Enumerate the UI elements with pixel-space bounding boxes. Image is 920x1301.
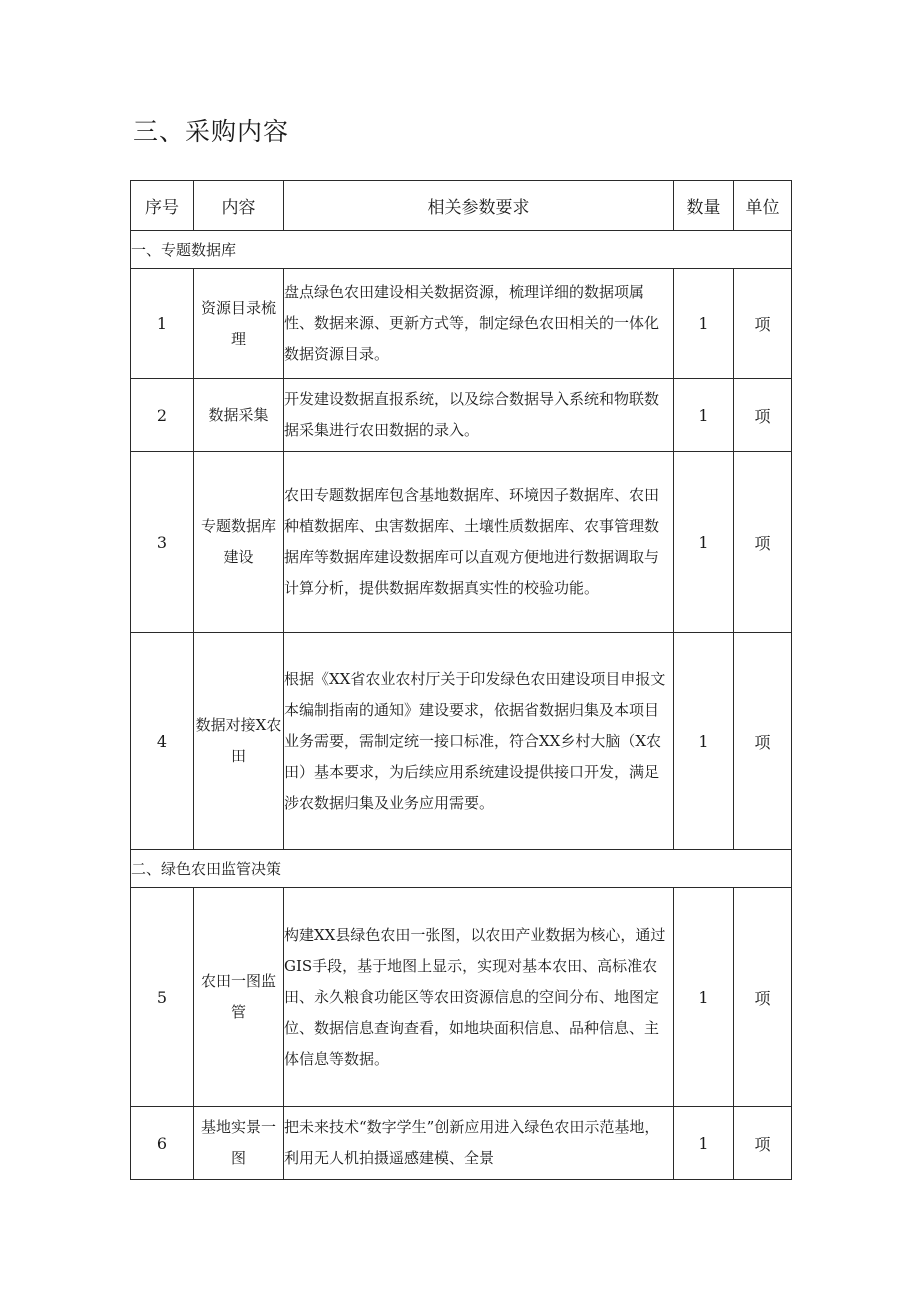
group-title: 一、专题数据库 xyxy=(131,231,792,269)
row-desc: 根据《XX省农业农村厅关于印发绿色农田建设项目申报文本编制指南的通知》建设要求，依据省数据归集及本项目业务需要，需制定统一接口标准，符合XX乡村大脑（X农田）基本要求，为后续应用系统建设提供接口开发，满足涉农数据归集及业务应用需要。 xyxy=(284,633,674,850)
group-row xyxy=(131,231,792,269)
header-quantity: 数量 xyxy=(674,181,734,231)
row-desc: 农田专题数据库包含基地数据库、环境因子数据库、农田种植数据库、虫害数据库、土壤性质数据库、农事管理数据库等数据库建设数据库可以直观方便地进行数据调取与计算分析，提供数据库数据真实性的校验功能。 xyxy=(284,452,674,633)
row-index: 4 xyxy=(131,633,194,850)
row-qty: 1 xyxy=(674,379,734,452)
row-unit: 项 xyxy=(734,633,792,850)
row-qty: 1 xyxy=(674,269,734,379)
header-content: 内容 xyxy=(194,181,284,231)
group-title: 二、绿色农田监管决策 xyxy=(131,850,792,888)
row-name: 基地实景一图 xyxy=(194,1107,284,1180)
row-name: 数据采集 xyxy=(194,379,284,452)
row-name: 农田一图监管 xyxy=(194,888,284,1107)
row-qty: 1 xyxy=(674,888,734,1107)
row-desc: 把未来技术“数字学生”创新应用进入绿色农田示范基地，利用无人机拍摄遥感建模、全景 xyxy=(284,1107,674,1180)
row-qty: 1 xyxy=(674,1107,734,1180)
table-row xyxy=(131,269,792,379)
section-title: 三、采购内容 xyxy=(133,117,290,146)
table-header-row xyxy=(131,181,792,231)
row-unit: 项 xyxy=(734,269,792,379)
row-unit: 项 xyxy=(734,888,792,1107)
table-row xyxy=(131,888,792,1107)
row-index: 5 xyxy=(131,888,194,1107)
row-name: 专题数据库建设 xyxy=(194,452,284,633)
procurement-table xyxy=(130,180,792,1180)
table-row xyxy=(131,633,792,850)
row-unit: 项 xyxy=(734,452,792,633)
table-row xyxy=(131,452,792,633)
table-row xyxy=(131,379,792,452)
header-index: 序号 xyxy=(131,181,194,231)
row-index: 3 xyxy=(131,452,194,633)
row-index: 2 xyxy=(131,379,194,452)
row-qty: 1 xyxy=(674,452,734,633)
row-desc: 构建XX县绿色农田一张图，以农田产业数据为核心，通过GIS手段，基于地图上显示，实现对基本农田、高标准农田、永久粮食功能区等农田资源信息的空间分布、地图定位、数据信息查询查看，如地块面积信息、品种信息、主体信息等数据。 xyxy=(284,888,674,1107)
row-desc: 开发建设数据直报系统，以及综合数据导入系统和物联数据采集进行农田数据的录入。 xyxy=(284,379,674,452)
group-row xyxy=(131,850,792,888)
row-qty: 1 xyxy=(674,633,734,850)
row-index: 1 xyxy=(131,269,194,379)
header-unit: 单位 xyxy=(734,181,792,231)
row-name: 资源目录梳理 xyxy=(194,269,284,379)
row-unit: 项 xyxy=(734,379,792,452)
header-params: 相关参数要求 xyxy=(284,181,674,231)
row-name: 数据对接X农田 xyxy=(194,633,284,850)
row-index: 6 xyxy=(131,1107,194,1180)
row-unit: 项 xyxy=(734,1107,792,1180)
table-row xyxy=(131,1107,792,1180)
row-desc: 盘点绿色农田建设相关数据资源，梳理详细的数据项属性、数据来源、更新方式等，制定绿色农田相关的一体化数据资源目录。 xyxy=(284,269,674,379)
